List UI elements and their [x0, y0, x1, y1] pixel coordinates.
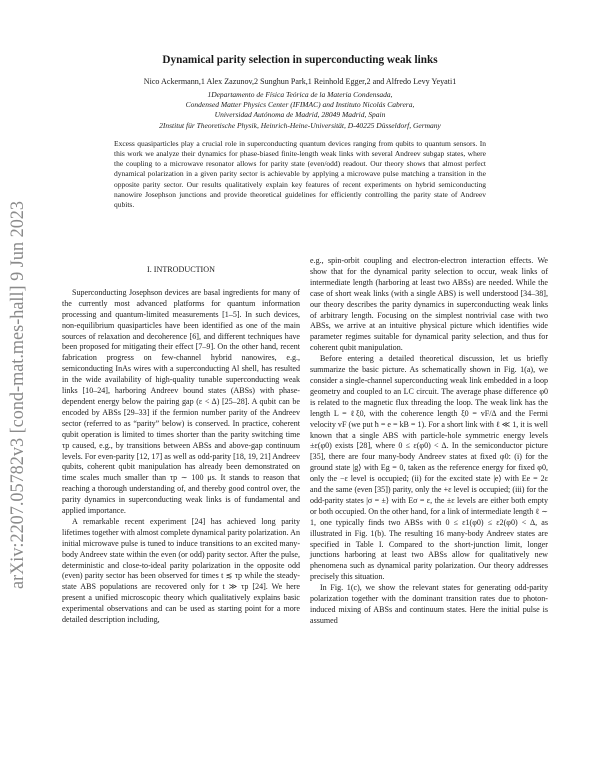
- arxiv-identifier-text: arXiv:2207.05782v3 [cond-mat.mes-hall] 9 Jun 2023: [8, 200, 28, 589]
- affiliation-line: Universidad Autónoma de Madrid, 28049 Madrid, Spain: [214, 110, 386, 120]
- paper-title: Dynamical parity selection in superconducting weak links: [162, 54, 438, 66]
- affiliation-line: 2Institut für Theoretische Physik, Heinrich-Heine-Universität, D-40225 Düsseldorf, Germany: [159, 120, 441, 130]
- section-heading-introduction: I. INTRODUCTION: [147, 265, 215, 274]
- affiliation-line: Condensed Matter Physics Center (IFIMAC) and Instituto Nicolás Cabrera,: [185, 100, 415, 110]
- affiliations: [60, 90, 540, 131]
- body-paragraph: In Fig. 1(c), we show the relevant states for generating odd-parity polarization together with the dominant transition rates due to photon-induced mixing of ABSs and continuum states. Here the initial pulse is assumed: [310, 583, 548, 625]
- abstract: Excess quasiparticles play a crucial role in superconducting quantum devices ranging from qubits to quantum sensors. In this work we analyze their dynamics for phase-biased finite-length weak links with several Andreev subgap states, where the coupling to a microwave resonator allows for parity state (even/odd) readout. Our theory shows that almost perfect dynamical polarization in a given parity sector is achievable by applying a microwave pulse matching a transition in the opposite parity sector. Our results qualitatively explain key features of recent experiments on hybrid semiconducting nanowire Josephson junctions and provide theoretical guidelines for efficiently controlling the parity state of Andreev qubits.: [114, 139, 486, 209]
- body-paragraph: Before entering a detailed theoretical discussion, let us briefly summarize the basic picture. As schematically shown in Fig. 1(a), we consider a single-channel superconducting weak link embedded in a loop geometry and coupled to an LC circuit. The average phase difference φ0 is related to the magnetic flux threading the loop. The weak link has the length L = ℓξ0, with the coherence length ξ0 = vF/Δ and the Fermi velocity vF (we put ħ = e = kB = 1). For a short link with ℓ ≪ 1, it is well known that a single ABS with particle-hole symmetric energy levels ±ε(φ0) exists [28], where 0 ≤ ε(φ0) < Δ. In the semiconductor picture [35], there are four many-body Andreev states at fixed φ0: (i) for the ground state |g⟩ with Eg = 0, taken as the reference energy for fixed φ0, only the −ε level is occupied; (ii) for the excited state |e⟩ with Ee = 2ε and the same (even [35]) parity, only the +ε level is occupied; (iii) for the odd-parity states |σ = ±⟩ with Eσ = ε, the ±ε levels are either both empty or both occupied. On the other hand, for a link of intermediate length ℓ ∼ 1, one typically finds two ABSs with 0 ≤ ε1(φ0) ≤ ε2(φ0) < Δ, as illustrated in Fig. 1(b). The resulting 16 many-body Andreev states are specified in Table I. Compared to the short-junction limit, longer junctions harboring at least two ABSs allow for qualitatively new phenomena such as dynamical parity polarization. Our theory addresses precisely this situation.: [310, 354, 548, 582]
- left-column: [62, 265, 300, 626]
- body-paragraph: Superconducting Josephson devices are basal ingredients for many of the currently most advanced platforms for quantum information processing and quantum-limited measurements [1–5]. In such devices, non-equilibrium quasiparticles have been identified as one of the main sources of relaxation and decoherence [6], and different techniques have been proposed for mitigating their effect [7–9]. On the other hand, recent fabrication progress on few-channel hybrid nanowires, e.g., semiconducting InAs wires with a superconducting Al shell, has resulted in the wide availability of high-quality tunable superconducting weak links [10–24], harboring Andreev bound states (ABSs) with phase-dependent energy below the pairing gap (ε < Δ) [25–28]. A qubit can be encoded by ABSs [29–33] if the fermion number parity of the Andreev sector (referred to as “parity” below) is conserved. In practice, coherent qubit operation is limited to times shorter than the parity switching time τp caused, e.g., by transitions between ABSs and above-gap continuum levels. For even-parity [12, 17] as well as odd-parity [18, 19, 21] Andreev qubits, coherent qubit manipulation has already been demonstrated on time scales much smaller than τp ∼ 100 μs. It stands to reason that reaching a thorough understanding of, and thereby good control over, the parity dynamics in superconducting weak links is of fundamental and applied importance.: [62, 287, 300, 516]
- affiliation-line: 1Departamento de Física Teórica de la Materia Condensada,: [207, 90, 393, 99]
- author-list: Nico Ackermann,1 Alex Zazunov,2 Sunghun Park,1 Reinhold Egger,2 and Alfredo Levy Yeyati1: [143, 77, 457, 86]
- right-column: [310, 256, 548, 627]
- arxiv-identifier: [2, 200, 32, 590]
- body-paragraph: A remarkable recent experiment [24] has achieved long parity lifetimes together with almost complete dynamical parity polarization. An initial microwave pulse is tuned to induce transitions to an excited many-body Andreev state within the even (or odd) parity sector. After the pulse, deterministic and close-to-ideal parity polarization in the opposite odd (even) parity sector has been observed for times t ≲ τp while the steady-state ABS populations are recovered only for t ≫ τp [24]. We here present a unified microscopic theory which qualitatively explains basic experimental observations and can be used as starting point for a more detailed description including,: [62, 516, 300, 625]
- body-paragraph: e.g., spin-orbit coupling and electron-electron interaction effects. We show that for the dynamical parity selection to occur, weak links of intermediate length (harboring at least two ABSs) are needed. While the case of short weak links (with a single ABS) is well understood [34–38], our theory describes the parity dynamics in superconducting weak links of arbitrary length. Focusing on the simplest nontrivial case with two ABSs, we arrive at an intuitive physical picture which identifies wide parameter regimes suitable for dynamical parity selection, and thus for coherent qubit manipulation.: [310, 256, 548, 353]
